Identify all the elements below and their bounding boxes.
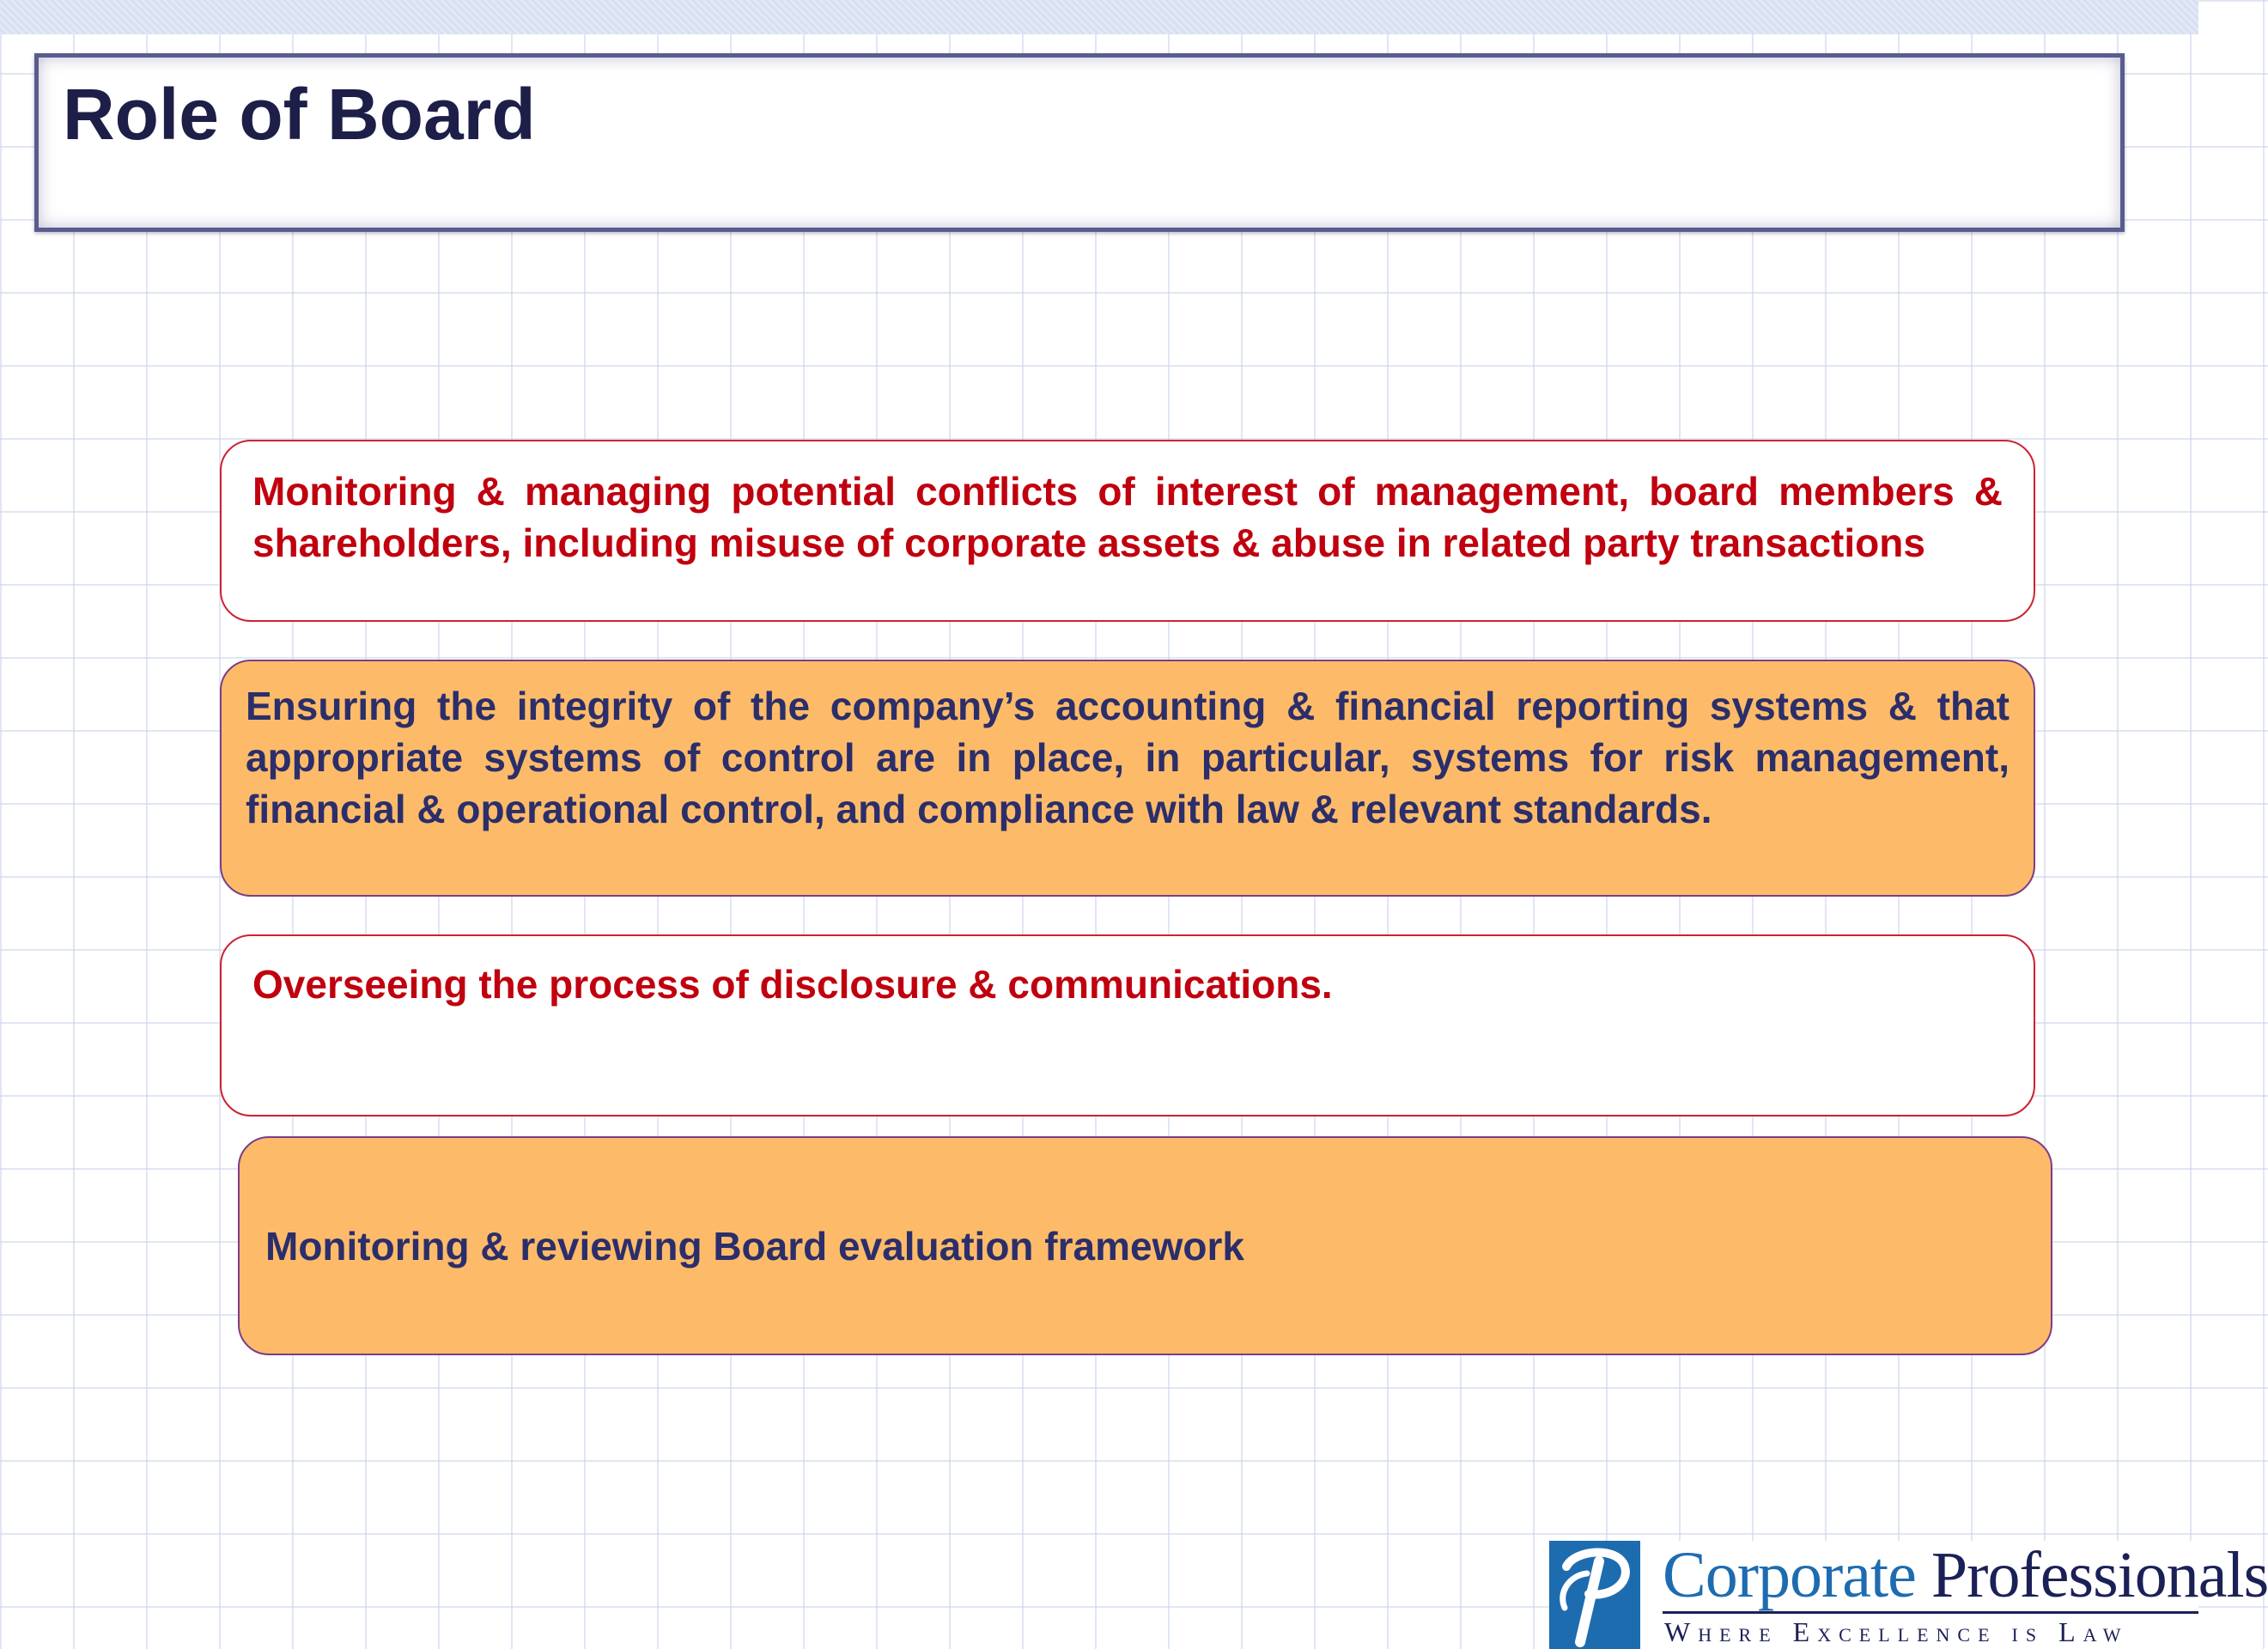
role-card-board-evaluation [238,1136,2052,1355]
role-card-text: Ensuring the integrity of the company’s accounting & financial reporting systems & that appropriate systems of control are in place, in particular, systems for risk management, financial & operational control, and compliance with law & relevant standards. [246,684,2010,831]
role-card-text: Overseeing the process of disclosure & communications. [252,962,1333,1007]
cp-monogram-icon [1549,1541,1640,1649]
logo-name-part1: Corporate [1663,1539,1916,1611]
corporate-professionals-logo [1549,1539,2268,1649]
slide-title: Role of Board [63,74,536,155]
role-card-disclosure [220,934,2035,1117]
logo-divider [1663,1611,2198,1614]
logo-wordmark [1663,1539,2268,1611]
logo-tagline: Where Excellence is Law [1664,1616,2129,1647]
role-card-text: Monitoring & reviewing Board evaluation framework [265,1223,1244,1269]
logo-name-part2: Professionals [1931,1539,2268,1611]
role-card-financial-integrity [220,660,2035,897]
role-card-conflicts-of-interest [220,440,2035,622]
role-card-text: Monitoring & managing potential conflicts of interest of management, board members & shareholders, including misuse of corporate assets & abuse in related party transactions [252,469,2003,565]
top-decorative-strip [0,0,2198,34]
title-box [34,53,2125,232]
